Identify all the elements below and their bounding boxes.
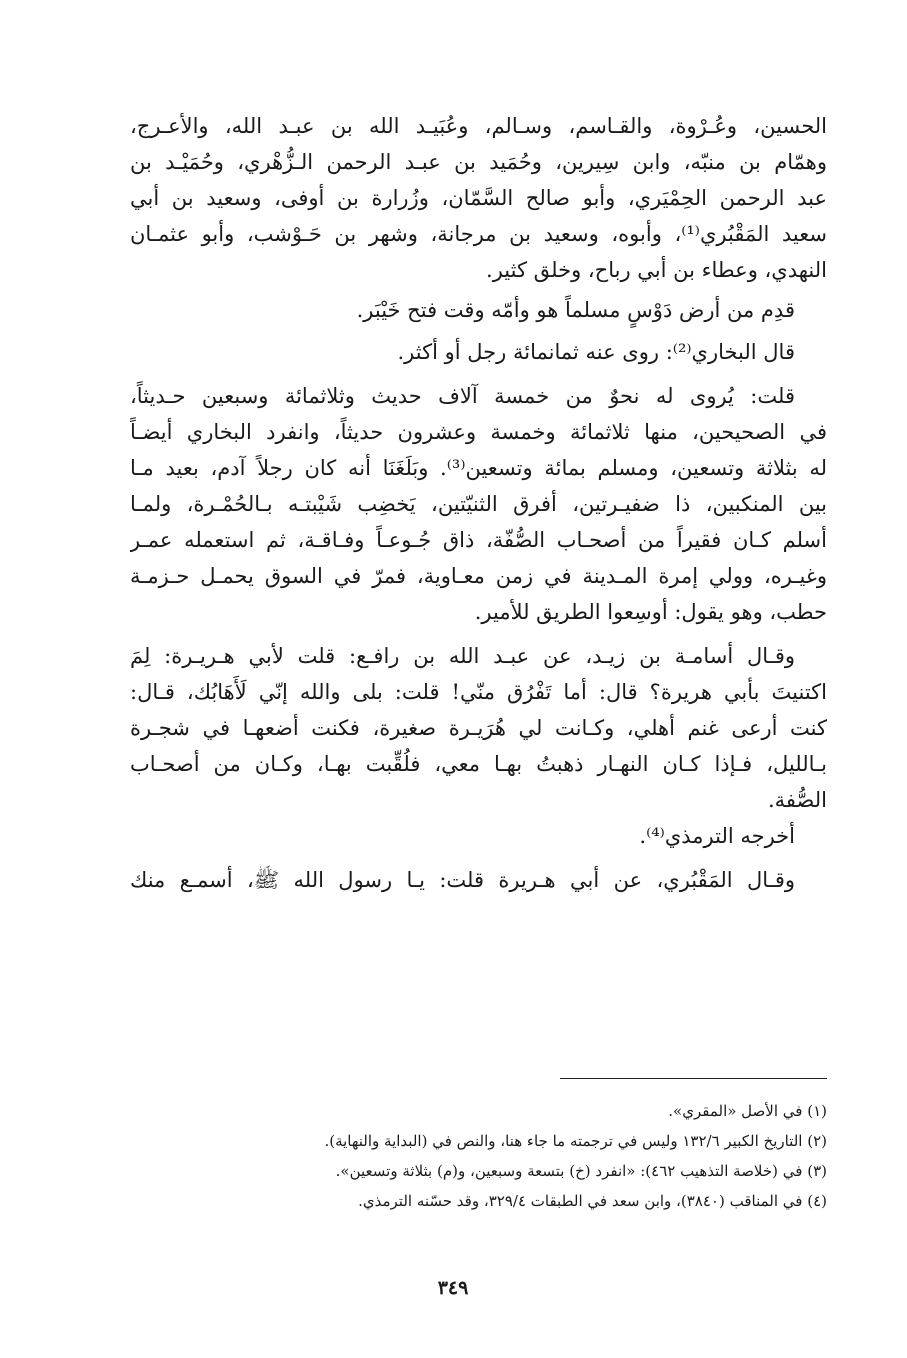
text-line: وقـال أسامـة بن زيـد، عن عبـد الله بن رافـع: قلت لأبي هـريـرة: لِمَ (130, 644, 795, 668)
text-line: بين المنكبين، ذا ضفيـرتين، أفرق الثنيّتين، يَخضِب شَيْبتـه بـالحُمْـرة، ولمـا (130, 492, 827, 516)
text-line: وهمّام بن منبّه، وابن سِيرين، وحُمَيد بن عبـد الرحمن الـزُّهْري، وحُمَيْـد بن (130, 150, 827, 174)
footnote-separator (560, 1078, 827, 1079)
footnote: (٤) في المناقب (٣٨٤٠)، وابن سعد في الطبقات ٣٢٩/٤، وقد حسّنه الترمذي. (358, 1192, 827, 1210)
text-line: بـالليل، فـإذا كـان النهـار ذهبتُ بهـا معي، فلُقِّبت بهـا، وكـان من أصحـاب (130, 752, 827, 776)
footnote: (١) في الأصل «المقري». (668, 1102, 827, 1120)
text-line: قدِم من أرض دَوْسٍ مسلماً هو وأمّه وقت فتح خَيْبَر. (356, 298, 795, 322)
text-line: في الصحيحين، منها ثلاثمائة وخمسة وعشرون حديثاً، وانفرد البخاري أيضـاً (130, 420, 827, 444)
text-line: سعيد المَقْبُري⁽¹⁾، وأبوه، وسعيد بن مرجانة، وشهر بن حَـوْشب، وأبو عثمـان (130, 222, 827, 246)
text-line: الحسين، وعُـرْوة، والقـاسم، وسـالم، وعُبَيـد الله بن عبـد الله، والأعـرج، (130, 114, 827, 138)
text-line: قلت: يُروى له نحوٌ من خمسة آلاف حديث وثلاثمائة وسبعين حـديثاً، (130, 384, 795, 408)
page-number: ٣٤٩ (437, 1277, 469, 1299)
text-line: له بثلاثة وتسعين، ومسلم بمائة وتسعين⁽³⁾. وبَلَغَنَا أنه كان رجلاً آدم، بعيد مـا (130, 456, 827, 480)
text-line: حطب، وهو يقول: أوسِعوا الطريق للأمير. (474, 600, 827, 624)
text-line: وغيـره، وولي إمرة المـدينة في زمن معـاوية، فمرّ في السوق يحمـل حـزمـة (130, 564, 827, 588)
footnote: (٢) التاريخ الكبير ١٣٢/٦ وليس في ترجمته ما جاء هنا، والنص في (البداية والنهاية). (324, 1132, 827, 1150)
text-line: عبد الرحمن الحِمْيَري، وأبو صالح السَّمّان، وزُرارة بن أوفى، وسعيد بن أبي (130, 186, 827, 210)
footnote: (٣) في (خلاصة التذهيب ٤٦٢): «انفرد (خ) بتسعة وسبعين، و(م) بثلاثة وتسعين». (335, 1162, 827, 1180)
text-line: أسلم كـان فقيراً من أصحـاب الصُّفّة، ذاق جُـوعـاً وفـاقـة، ثم استعمله عمـر (130, 528, 827, 552)
text-line: كنت أرعى غنم أهلي، وكـانت لي هُرَيـرة صغيرة، فكنت أضعهـا في شجـرة (130, 716, 827, 740)
text-line: وقـال المَقْبُري، عن أبي هـريرة قلت: يـا رسول الله ﷺ، أسمـع منك (130, 868, 795, 892)
text-line: النهدي، وعطاء بن أبي رباح، وخلق كثير. (486, 258, 827, 282)
text-line: اكتنيتَ بأبي هريرة؟ قال: أما تَفْرُق منّي! قلت: بلى والله إنّي لَأَهَابُك، قـال: (130, 680, 827, 704)
text-line: الصُّفة. (767, 788, 827, 812)
text-line: قال البخاري⁽²⁾: روى عنه ثمانمائة رجل أو أكثر. (397, 340, 795, 364)
text-line: أخرجه الترمذي⁽⁴⁾. (639, 824, 795, 848)
